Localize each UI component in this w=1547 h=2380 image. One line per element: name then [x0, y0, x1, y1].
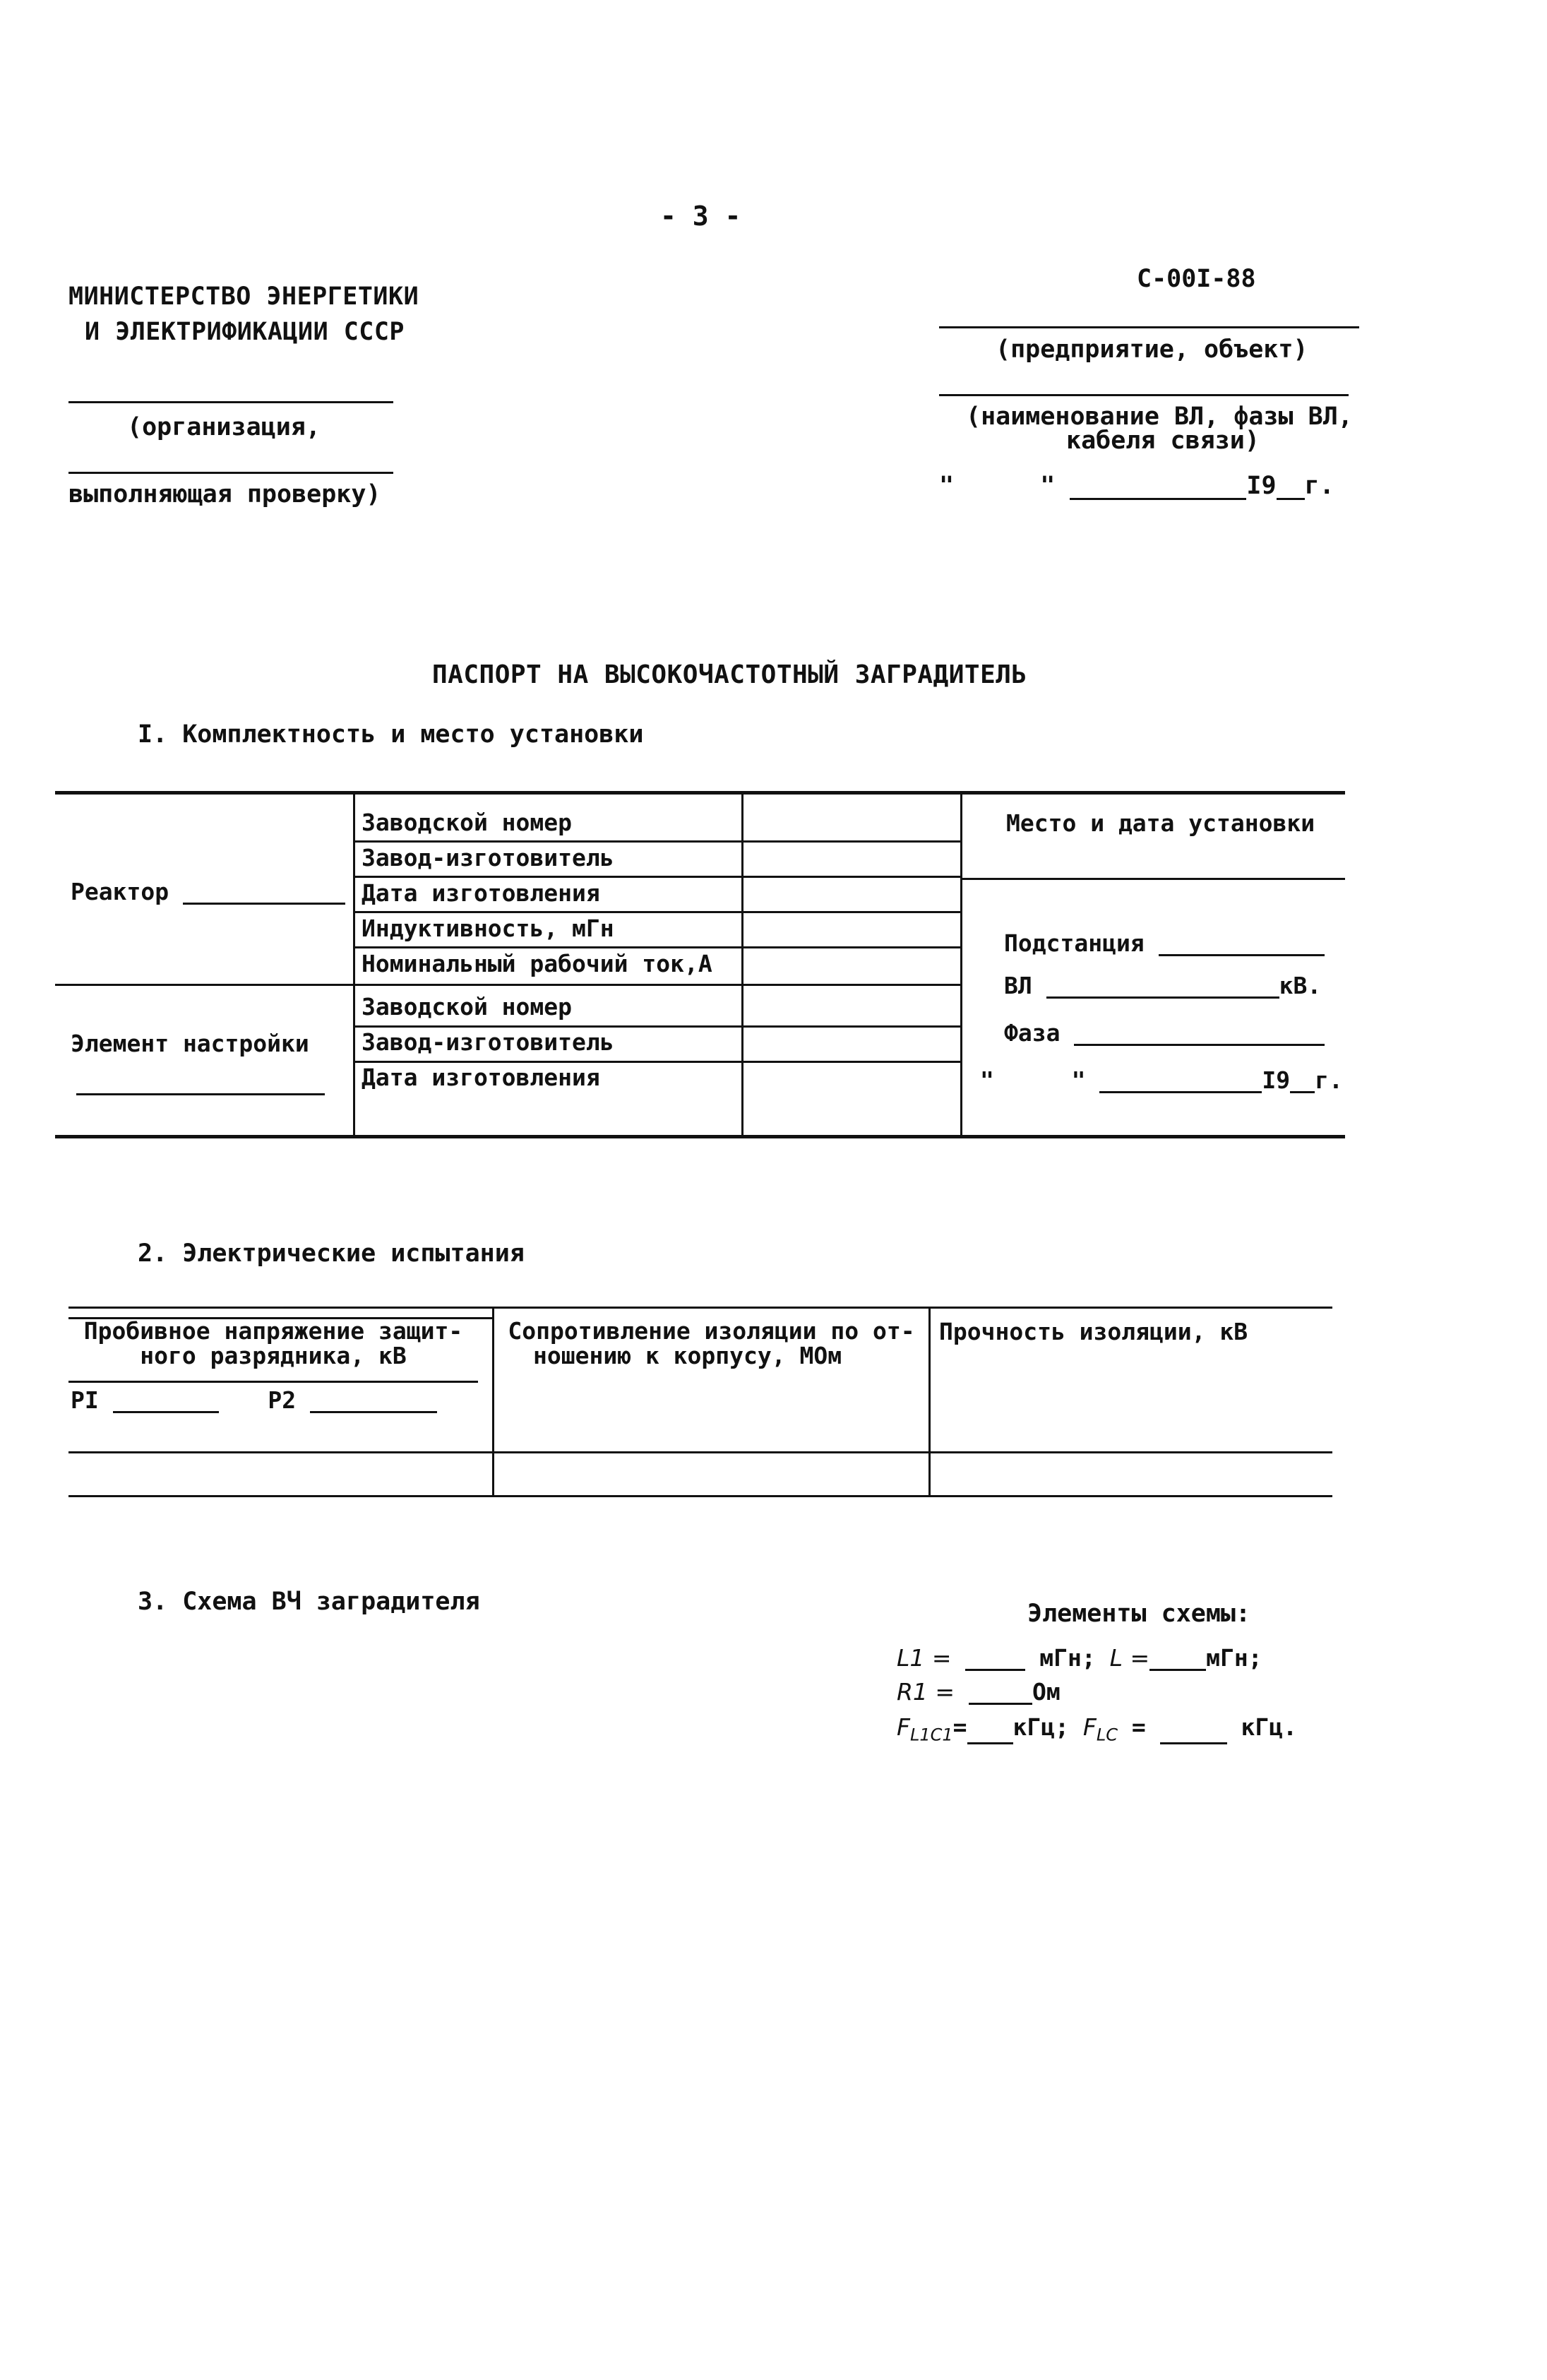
breakdown-voltage-header: Пробивное напряжение защит- ного разрядника, кВ	[83, 1317, 463, 1369]
f-lc-blank	[1160, 1721, 1227, 1744]
install-date-field: " " I9 г.	[980, 1066, 1343, 1094]
line-caption-2: кабеля связи)	[1066, 427, 1260, 455]
l1-blank	[965, 1648, 1025, 1671]
tuning-row-manufacturer: Завод-изготовитель	[362, 1028, 614, 1056]
section1-heading: I. Комплектность и место установки	[138, 720, 644, 749]
year-suffix: г.	[1304, 472, 1334, 500]
year-blank	[1277, 477, 1305, 500]
tuning-element-blank	[76, 1093, 325, 1095]
l-blank	[1149, 1648, 1206, 1671]
org-caption-2: выполняющая проверку)	[68, 480, 381, 508]
ministry-line-2: И ЭЛЕКТРИФИКАЦИИ СССР	[85, 318, 405, 346]
scheme-elements-header: Элементы схемы:	[1027, 1600, 1251, 1628]
l1-l-values	[897, 1646, 1262, 1671]
insulation-strength-header: Прочность изоляции, кВ	[939, 1318, 1248, 1345]
page-number: - 3 -	[660, 201, 741, 232]
tuning-element-label: Элемент настройки	[71, 1030, 309, 1057]
section3-heading: 3. Схема ВЧ заградителя	[138, 1588, 480, 1616]
r1-blank	[969, 1682, 1032, 1705]
vl-field: ВЛ кВ.	[1004, 972, 1322, 999]
p2-blank	[310, 1390, 437, 1413]
reactor-blank	[183, 881, 345, 905]
install-date-blank	[1099, 1070, 1262, 1093]
org-blank-line-2	[68, 472, 393, 474]
r1-symbol: R1 =	[897, 1678, 955, 1706]
l1-unit: мГн;	[1039, 1644, 1096, 1672]
enterprise-blank-line	[939, 326, 1359, 328]
substation-field: Подстанция	[1004, 931, 1325, 956]
document-title: ПАСПОРТ НА ВЫСОКОЧАСТОТНЫЙ ЗАГРАДИТЕЛЬ	[432, 660, 1027, 689]
p2-label: P2	[268, 1386, 297, 1414]
line-caption-1: (наименование ВЛ, фазы ВЛ,	[966, 403, 1353, 431]
document-code: С-00I-88	[1137, 265, 1256, 293]
enterprise-caption: (предприятие, объект)	[996, 335, 1308, 364]
insulation-resistance-header: Сопротивление изоляции по от- ношению к корпусу, МОм	[508, 1317, 915, 1369]
quote-open: "	[939, 472, 955, 500]
p1-p2-fields	[71, 1388, 437, 1413]
phase-field: Фаза	[1004, 1021, 1325, 1046]
quote-close: "	[1040, 472, 1056, 500]
reactor-row-inductance: Индуктивность, мГн	[362, 915, 614, 942]
org-blank-line	[68, 401, 393, 403]
frequency-values: $F_{L1C1}=$ кГц; $F_{LC}$ = кГц.	[897, 1713, 1297, 1745]
p1-label: PI	[71, 1386, 99, 1414]
l-symbol: L =	[1109, 1644, 1150, 1672]
f-l1c1-blank	[967, 1721, 1013, 1744]
phase-blank	[1074, 1023, 1325, 1046]
f-l1c1-unit: кГц;	[1013, 1713, 1070, 1741]
f-l1c1-symbol: $F_{L1C1}$	[897, 1713, 953, 1745]
reactor-row-date: Дата изготовления	[362, 879, 600, 907]
date-blank	[1070, 477, 1246, 500]
line-name-blank	[939, 394, 1349, 396]
year-prefix: I9	[1246, 472, 1277, 500]
tuning-row-date: Дата изготовления	[362, 1064, 600, 1091]
f-lc-unit: кГц.	[1241, 1713, 1297, 1741]
ministry-line-1: МИНИСТЕРСТВО ЭНЕРГЕТИКИ	[68, 282, 419, 311]
vl-blank	[1046, 975, 1279, 999]
p1-blank	[113, 1390, 219, 1413]
reactor-row-manufacturer: Завод-изготовитель	[362, 844, 614, 871]
l1-symbol: L1 =	[897, 1644, 952, 1672]
install-year-blank	[1290, 1070, 1315, 1093]
org-caption-1: (организация,	[127, 413, 321, 441]
tuning-row-serial: Заводской номер	[362, 993, 573, 1021]
substation-blank	[1159, 933, 1325, 956]
f-lc-symbol: $F_{LC}$	[1082, 1713, 1118, 1745]
reactor-row-current: Номинальный рабочий ток,А	[362, 950, 712, 977]
section2-heading: 2. Электрические испытания	[138, 1239, 525, 1268]
reactor-row-serial: Заводской номер	[362, 809, 573, 836]
r1-unit: Ом	[1032, 1678, 1061, 1706]
place-date-header: Место и дата установки	[1006, 809, 1315, 837]
header-date-line	[939, 472, 1334, 500]
r1-value	[897, 1679, 1061, 1705]
reactor-label: Реактор	[71, 879, 345, 905]
kv-unit: кВ.	[1279, 972, 1322, 999]
l-unit: мГн;	[1206, 1644, 1262, 1672]
